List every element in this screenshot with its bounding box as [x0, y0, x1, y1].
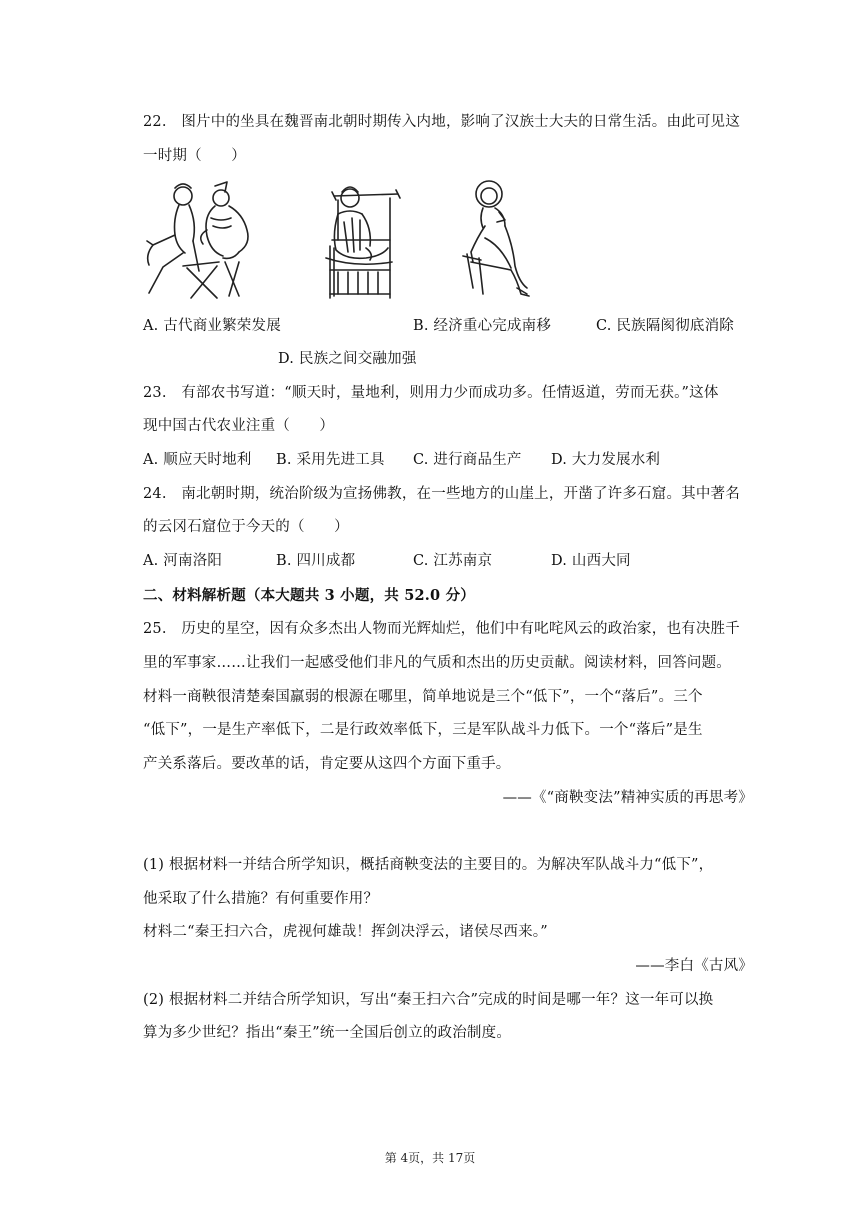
q25-sub1-line1: (1) 根据材料一并结合所学知识，概括商鞅变法的主要目的。为解决军队战斗力“低下”， [143, 857, 714, 873]
q23-stem-line1: 23. 有部农书写道：“顺天时，量地利，则用力少而成功多。任情返道，劳而无获。”这体 [143, 385, 719, 401]
q24-stem-line1: 24. 南北朝时期，统治阶级为宣扬佛教，在一些地方的山崖上，开凿了许多石窟。其中著名 [143, 486, 740, 502]
q24-option-b: B. 四川成都 [276, 553, 356, 569]
q24-option-d: D. 山西大同 [551, 553, 631, 569]
q23-option-c: C. 进行商品生产 [413, 452, 522, 468]
q23-option-d: D. 大力发展水利 [551, 452, 661, 468]
figure-seated-woman [455, 178, 539, 302]
q25-intro-line1: 25. 历史的星空，因有众多杰出人物而光辉灿烂，他们中有叱咤风云的政治家，也有决胜千 [143, 621, 740, 637]
q25-intro-line2: 里的军事家……让我们一起感受他们非凡的气质和杰出的历史贡献。阅读材料，回答问题。 [143, 655, 731, 671]
page-number: 第 4页，共 17页 [384, 1151, 476, 1165]
q25-source1: ——《“商鞅变法”精神实质的再思考》 [502, 790, 753, 806]
q23-option-b: B. 采用先进工具 [276, 452, 385, 468]
q25-material1-line2: “低下”，一是生产率低下，二是行政效率低下，三是军队战斗力低下。一个“落后”是生 [143, 722, 703, 738]
q25-source2: ——李白《古风》 [635, 958, 753, 974]
figure-folding-stool [143, 178, 255, 302]
q22-stem-line1: 22. 图片中的坐具在魏晋南北朝时期传入内地，影响了汉族士大夫的日常生活。由此可见这 [143, 114, 740, 130]
q24-stem-line2: 的云冈石窟位于今天的（ ） [143, 519, 349, 535]
section-heading: 二、材料解析题（本大题共 3 小题，共 52.0 分） [143, 587, 475, 604]
q22-option-c: C. 民族隔阂彻底消除 [596, 318, 734, 334]
q25-sub1-line2: 他采取了什么措施？有何重要作用？ [143, 891, 379, 907]
q25-sub2-line1: (2) 根据材料二并结合所学知识，写出“秦王扫六合”完成的时间是哪一年？这一年可以换 [143, 992, 714, 1008]
q25-material1-line3: 产关系落后。要改革的话，肯定要从这四个方面下重手。 [143, 756, 511, 772]
q22-stem-line2: 一时期（ ） [143, 148, 246, 164]
figure-chair [308, 178, 408, 302]
q22-option-a: A. 古代商业繁荣发展 [143, 318, 281, 334]
q22-figures [143, 178, 543, 304]
q23-option-a: A. 顺应天时地利 [143, 452, 252, 468]
q25-sub2-line2: 算为多少世纪？指出“秦王”统一全国后创立的政治制度。 [143, 1025, 512, 1041]
q25-material2: 材料二“秦王扫六合，虎视何雄哉！挥剑决浮云，诸侯尽西来。” [143, 924, 548, 940]
q24-option-a: A. 河南洛阳 [143, 553, 223, 569]
q22-option-d: D. 民族之间交融加强 [278, 351, 417, 367]
q23-stem-line2: 现中国古代农业注重（ ） [143, 418, 335, 434]
q25-material1-line1: 材料一商鞅很清楚秦国羸弱的根源在哪里，简单地说是三个“低下”，一个“落后”。三个 [143, 689, 703, 705]
q24-option-c: C. 江苏南京 [413, 553, 493, 569]
q22-option-b: B. 经济重心完成南移 [413, 318, 552, 334]
